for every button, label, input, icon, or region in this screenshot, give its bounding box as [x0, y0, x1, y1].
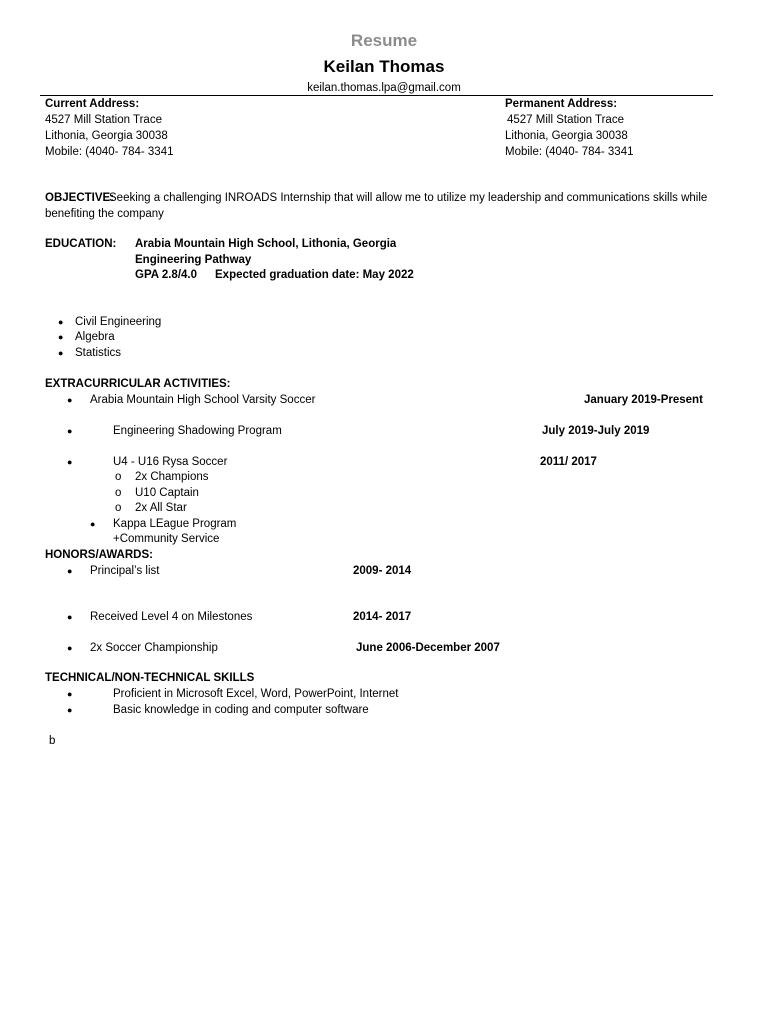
bullet-icon: ●	[67, 395, 73, 405]
objective-text-line1: Seeking a challenging INROADS Internship that will allow me to utilize my leadership and communications skills while	[109, 192, 708, 204]
honor-date: 2014- 2017	[353, 611, 412, 623]
course-item: Statistics	[75, 347, 122, 359]
activity-date: January 2019-Present	[584, 394, 703, 406]
education-pathway: Engineering Pathway	[135, 254, 252, 266]
bullet-icon: ●	[58, 332, 64, 342]
extracurricular-label: EXTRACURRICULAR ACTIVITIES:	[45, 378, 231, 390]
activity-name: Engineering Shadowing Program	[113, 425, 282, 437]
bullet-icon: ●	[58, 348, 64, 358]
bullet-icon: ●	[90, 519, 96, 529]
soccer-sub-item: U10 Captain	[135, 487, 199, 499]
permanent-address-label: Permanent Address:	[505, 98, 618, 110]
bullet-icon: ●	[67, 566, 73, 576]
objective-text-line2: benefiting the company	[45, 208, 164, 220]
bullet-icon: ●	[67, 612, 73, 622]
current-address-street: 4527 Mill Station Trace	[45, 114, 162, 126]
sub-bullet-icon: o	[115, 487, 122, 499]
skill-item: Basic knowledge in coding and computer software	[113, 704, 369, 716]
activity-name: Arabia Mountain High School Varsity Soccer	[90, 394, 316, 406]
bullet-icon: ●	[58, 317, 64, 327]
sub-bullet-icon: o	[115, 471, 122, 483]
honor-name: Principal’s list	[90, 565, 160, 577]
activity-name: U4 - U16 Rysa Soccer	[113, 456, 228, 468]
skills-label: TECHNICAL/NON-TECHNICAL SKILLS	[45, 672, 255, 684]
permanent-address-city: Lithonia, Georgia 30038	[505, 130, 628, 142]
honor-date: 2009- 2014	[353, 565, 412, 577]
course-item: Algebra	[75, 331, 115, 343]
soccer-sub-item: 2x Champions	[135, 471, 209, 483]
honors-label: HONORS/AWARDS:	[45, 549, 153, 561]
current-address-city: Lithonia, Georgia 30038	[45, 130, 168, 142]
honor-name: 2x Soccer Championship	[90, 642, 218, 654]
kappa-program: Kappa LEague Program	[113, 518, 237, 530]
community-service: +Community Service	[113, 533, 220, 545]
document-label: Resume	[350, 31, 418, 50]
bullet-icon: ●	[67, 689, 73, 699]
current-address-label: Current Address:	[45, 98, 140, 110]
honor-date: June 2006-December 2007	[356, 642, 500, 654]
email-address: keilan.thomas.lpa@gmail.com	[307, 82, 461, 94]
course-item: Civil Engineering	[75, 316, 162, 328]
activity-date: 2011/ 2017	[540, 456, 597, 468]
candidate-name: Keilan Thomas	[323, 57, 445, 76]
permanent-address-mobile: Mobile: (4040- 784- 3341	[505, 146, 634, 158]
activity-date: July 2019-July 2019	[542, 425, 650, 437]
header-divider	[40, 95, 713, 96]
permanent-address-street: 4527 Mill Station Trace	[507, 114, 624, 126]
bullet-icon: ●	[67, 426, 73, 436]
bullet-icon: ●	[67, 457, 73, 467]
soccer-sub-item: 2x All Star	[135, 502, 187, 514]
honor-name: Received Level 4 on Milestones	[90, 611, 253, 623]
stray-character: b	[49, 735, 56, 747]
current-address-mobile: Mobile: (4040- 784- 3341	[45, 146, 174, 158]
objective-label: OBJECTIVE:	[45, 192, 115, 204]
education-graduation: Expected graduation date: May 2022	[215, 269, 414, 281]
education-gpa: GPA 2.8/4.0	[135, 269, 198, 281]
education-school: Arabia Mountain High School, Lithonia, Georgia	[135, 238, 397, 250]
sub-bullet-icon: o	[115, 502, 122, 514]
bullet-icon: ●	[67, 705, 73, 715]
bullet-icon: ●	[67, 643, 73, 653]
skill-item: Proficient in Microsoft Excel, Word, PowerPoint, Internet	[113, 688, 399, 700]
education-label: EDUCATION:	[45, 238, 117, 250]
